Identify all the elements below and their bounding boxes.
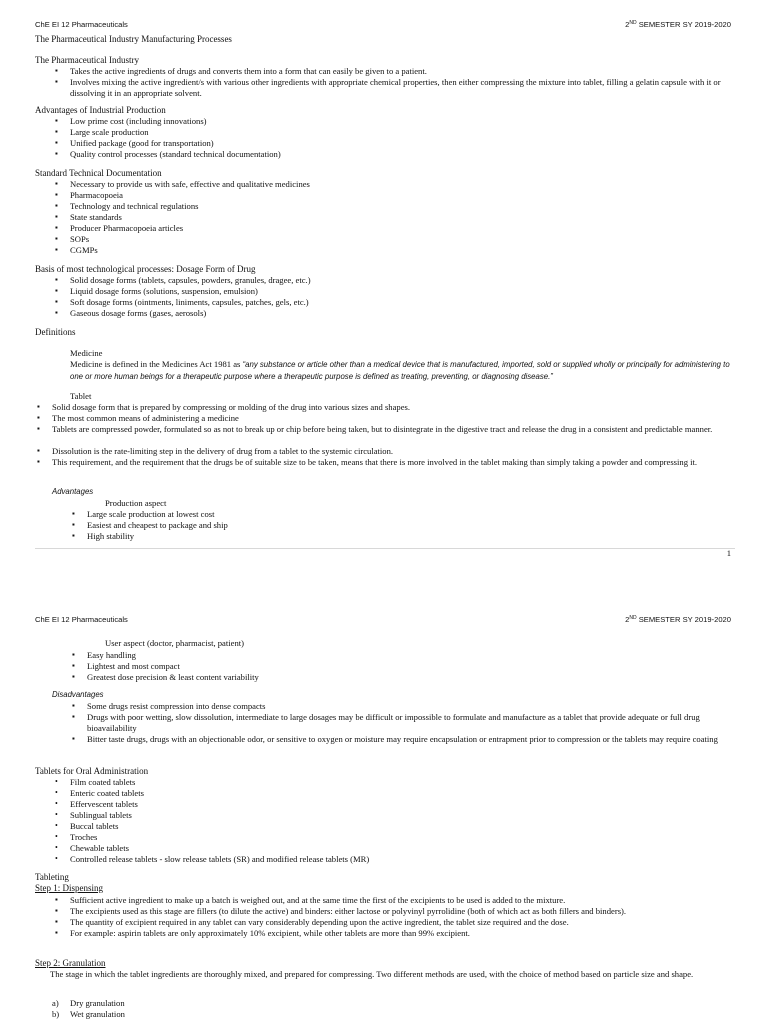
list-item: ▪ Quality control processes (standard technical documentation) <box>70 149 281 160</box>
subheading-step-2: Step 2: Granulation <box>35 958 106 968</box>
list-item: • Effervescent tablets <box>70 799 138 810</box>
list-item: ▪ Soft dosage forms (ointments, liniments, capsules, patches, gels, etc.) <box>70 297 309 308</box>
list-item: ▪ Sufficient active ingredient to make up a batch is weighed out, and at the same time the first of the excipients to be used is added to the mixture. <box>70 895 565 906</box>
list-item: ▪ Easiest and cheapest to package and ship <box>87 520 228 531</box>
method-label: Dry granulation <box>70 998 125 1008</box>
list-item: ▪ Involves mixing the active ingredient/s with various other ingredients with appropriate chemical properties, then either compressing the mixture into tablet, filling a gelatin capsule with it or dissolving it in an appropriate solvent. <box>70 77 730 98</box>
list-item: ▪ Gaseous dosage forms (gases, aerosols) <box>70 308 206 319</box>
list-item: ▪ Takes the active ingredients of drugs and converts them into a form that can easily be given to a patient. <box>70 66 427 77</box>
list-item: • Buccal tablets <box>70 821 118 832</box>
list-item: ▪ The quantity of excipient required in any tablet can vary considerably depending upon the active ingredient, the tablet size required and the dose. <box>70 917 569 928</box>
medicine-definition-quote: “any substance or article other than a medical device that is manufactured, imported, sold or supplied wholly or principally for administering to one or more human beings for a therapeutic purpose where a therapeutic purpose is defined as treating, preventing, or diagnosing disease.” <box>70 360 730 381</box>
subheading-step-1: Step 1: Dispensing <box>35 883 104 893</box>
subheading-user-aspect: User aspect (doctor, pharmacist, patient) <box>105 638 245 648</box>
method-item <box>52 998 125 1009</box>
list-item: ▪ Solid dosage form that is prepared by compressing or molding of the drug into various sizes and shapes. <box>52 402 410 413</box>
page-header-right <box>625 615 731 626</box>
medicine-definition-lead: Medicine is defined in the Medicines Act 1981 as <box>70 359 243 369</box>
section-heading-tableting: Tableting <box>35 872 69 882</box>
list-item: ▪ Large scale production at lowest cost <box>87 509 215 520</box>
semester-number: 2 <box>625 20 630 29</box>
list-item: ▪ For example: aspirin tablets are only approximately 10% excipient, while other tablets are more than 99% excipient. <box>70 928 470 939</box>
list-item: • Troches <box>70 832 97 843</box>
list-item: ▪ Easy handling <box>87 650 136 661</box>
list-item: ▪ The most common means of administering a medicine <box>52 413 239 424</box>
list-item: ▪ State standards <box>70 212 122 223</box>
list-item: ▪ Tablets are compressed powder, formulated so as not to break up or chip before being taken, but to disintegrate in the digestive tract and release the drug in a consistent and predictable manner. <box>52 424 732 435</box>
subheading-production: Production aspect <box>105 498 167 508</box>
list-item: ▪ Some drugs resist compression into dense compacts <box>87 701 266 712</box>
section-heading-std-doc: Standard Technical Documentation <box>35 168 162 178</box>
semester-ordinal: ND <box>629 20 637 26</box>
list-item: ▪ CGMPs <box>70 245 98 256</box>
list-item: ▪ Lightest and most compact <box>87 661 180 672</box>
list-item: ▪ Greatest dose precision & least content variability <box>87 672 259 683</box>
section-heading-industry: The Pharmaceutical Industry <box>35 55 139 65</box>
page-header-right <box>625 20 731 31</box>
semester-text: SEMESTER SY 2019-2020 <box>636 615 731 624</box>
list-item: ▪ Pharmacopoeia <box>70 190 123 201</box>
list-item: ▪ Producer Pharmacopoeia articles <box>70 223 183 234</box>
list-item: ▪ Large scale production <box>70 127 149 138</box>
semester-ordinal: ND <box>629 615 637 621</box>
list-item: • Film coated tablets <box>70 777 135 788</box>
list-item: • Sublingual tablets <box>70 810 132 821</box>
method-marker: a) <box>52 998 59 1008</box>
list-item: ▪ Low prime cost (including innovations) <box>70 116 207 127</box>
method-marker: b) <box>52 1009 60 1019</box>
list-item: • Controlled release tablets - slow release tablets (SR) and modified release tablets (MR) <box>70 854 369 865</box>
list-item: • Chewable tablets <box>70 843 129 854</box>
list-item: ▪ Technology and technical regulations <box>70 201 199 212</box>
semester-text: SEMESTER SY 2019-2020 <box>636 20 731 29</box>
list-item: ▪ Unified package (good for transportation) <box>70 138 214 149</box>
list-item: ▪ Dissolution is the rate-limiting step in the delivery of drug from a tablet to the systemic circulation. <box>52 446 393 457</box>
subheading-tablet: Tablet <box>70 391 92 401</box>
list-item: ▪ This requirement, and the requirement that the drugs be of suitable size to be taken, means that there is more involved in the tablet making than simply taking a powder and compressing it. <box>52 457 732 468</box>
document-title: The Pharmaceutical Industry Manufacturing Processes <box>35 34 232 44</box>
subheading-medicine: Medicine <box>70 348 103 358</box>
label-disadvantages: Disadvantages <box>52 690 104 699</box>
semester-number: 2 <box>625 615 630 624</box>
list-item: • Enteric coated tablets <box>70 788 144 799</box>
list-item: ▪ Bitter taste drugs, drugs with an objectionable odor, or sensitive to oxygen or moisture may require encapsulation or entrapment prior to compression or the tablets may require coating <box>87 734 735 745</box>
section-heading-basis: Basis of most technological processes: Dosage Form of Drug <box>35 264 256 274</box>
step-2-description: The stage in which the tablet ingredients are thoroughly mixed, and prepared for compressing. Two different methods are used, with the choice of method based on particle size and shape. <box>50 969 694 979</box>
list-item: ▪ Drugs with poor wetting, slow dissolution, intermediate to large dosages may be difficult or impossible to formulate and manufacture as a tablet that provide adequate or full drug bioavailability <box>87 712 735 733</box>
page-header-left: ChE EI 12 Pharmaceuticals <box>35 615 128 624</box>
list-item: ▪ High stability <box>87 531 134 542</box>
page-header-left: ChE EI 12 Pharmaceuticals <box>35 20 128 29</box>
medicine-definition <box>70 359 735 382</box>
section-heading-advantages: Advantages of Industrial Production <box>35 105 166 115</box>
section-heading-definitions: Definitions <box>35 327 76 337</box>
section-heading-oral: Tablets for Oral Administration <box>35 766 149 776</box>
list-item: ▪ Necessary to provide us with safe, effective and qualitative medicines <box>70 179 310 190</box>
list-item: ▪ The excipients used as this stage are fillers (to dilute the active) and binders: either lactose or polyvinyl pyrrolidine (both of which act as both fillers and binders). <box>70 906 626 917</box>
list-item: ▪ SOPs <box>70 234 89 245</box>
method-item <box>52 1009 125 1020</box>
footer-divider <box>35 548 735 549</box>
list-item: ▪ Solid dosage forms (tablets, capsules, powders, granules, dragee, etc.) <box>70 275 311 286</box>
method-label: Wet granulation <box>70 1009 125 1019</box>
label-advantages: Advantages <box>52 487 94 496</box>
page-number: 1 <box>726 548 731 558</box>
list-item: ▪ Liquid dosage forms (solutions, suspension, emulsion) <box>70 286 258 297</box>
